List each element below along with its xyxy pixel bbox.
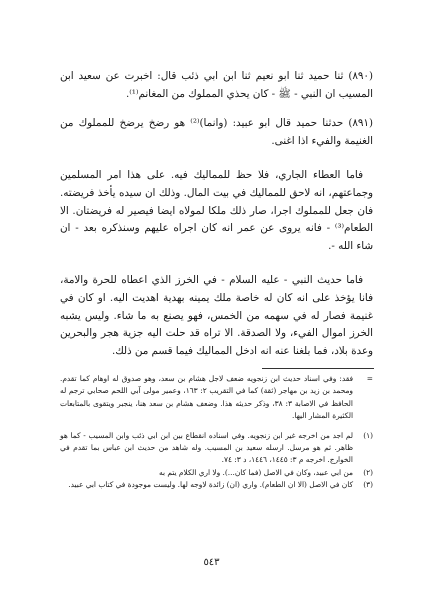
- beads-hadith-paragraph: فاما حديث النبي - عليه السلام - في الخرز الذي اعطاه للحرة والامة، فانا يؤخذ على انه كان له خاصة ملك يمينه بهدية اهديت اليه. او كان في غنيمة فصار له في سهمه من الخمس، فهو يصنع به ما شاء. وليس يشبه الخرز اموال الفيء، ولا الصدقة. الا تراه قد حلت اليه جزية هجر والبحرين وعدة بلاد، فما بلغنا عنه انه ادخل المماليك فيما قسم من ذلك.: [60, 274, 373, 357]
- footnote-1-text: لم اجد من اخرجه غير ابن زنجويه. وفي اسناده انقطاع بين ابن ابي ذئب وابن المسيب - كما هو ظاهر. ثم هو مرسل. ارسله سعيد بن المسيب. وله شاهد من حديث ابن عباس بما تقدم في الخوارج. اخرجه م ٣: ١٤٤٥، ١٤٤٦، د ٣: ٧٤.: [60, 430, 353, 465]
- footnote-3-mark: (٣): [363, 480, 373, 490]
- footnote-divider: [262, 368, 374, 369]
- main-text-block: [60, 68, 373, 360]
- footnote-2: [60, 467, 373, 479]
- footnote-2-text: من ابي عبيد، وكان في الاصل (فما كان...). ولا اري الكلام يتم به: [159, 467, 353, 477]
- footnote-3: [60, 479, 373, 491]
- stipend-paragraph: فاما العطاء الجاري، فلا حظ للمماليك فيه. على هذا امر المسلمين وجماعتهم، انه لاحق للمماليك في بيت المال. وذلك ان سيده يأخذ فريضته. فان جعل للمملوك اجرا، صار ذلك ملكا لمولاه ايضا فيصير له فريضتان. الا الطعام⁽³⁾ - فانه يروى عن عمر انه كان اجراه عليهم وسنذكره بعد - ان شاء الله -.: [60, 169, 373, 252]
- hadith-890-paragraph: (٨٩٠) ثنا حميد ثنا ابو نعيم ثنا ابن ابي ذئب قال: اخبرت عن سعيد ابن المسيب ان النبي - ﷺ - كان يحذي المملوك من المغانم⁽¹⁾.: [60, 70, 373, 100]
- footnote-continuation-mark: =: [366, 374, 373, 383]
- footnote-continuation-text: فقد: وفي اسناد حديث ابن زنجويه ضعف لاجل هشام بن سعد، وهو صدوق له اوهام كما تقدم. ومحمد بن زيد بن مهاجر (ثقة) كما في التقريب ٢: ١٦٣، وعمير مولى آبي اللحم صحابي ترجم له الحافظ في الاصابة ٣: ٣٨، وذكر حديثه هذا. وضعف هشام بن سعد هنا، ينجبر ويتقوى بالمتابعات الكثيرة المشار اليها.: [60, 374, 354, 421]
- footnote-3-text: كان في الاصل (الا ان الطعام). واري (ان) زائدة لاوجه لها. وليست موجودة في كتاب ابي عبيد.: [68, 480, 353, 490]
- footnote-2-mark: (٢): [363, 467, 373, 477]
- footnote-1-mark: (١): [363, 430, 373, 440]
- footnote-1: [60, 430, 373, 467]
- page-number: ٥٤٣: [203, 557, 220, 568]
- hadith-891-paragraph: (٨٩١) حدثنا حميد قال ابو عبيد: (وانما)⁽²⁾ هو رضخ يرضخ للمملوك من الغنيمة والفيء اذا اغنى.: [60, 117, 373, 147]
- footnote-continuation: [60, 373, 373, 423]
- footnotes-block: [60, 373, 373, 492]
